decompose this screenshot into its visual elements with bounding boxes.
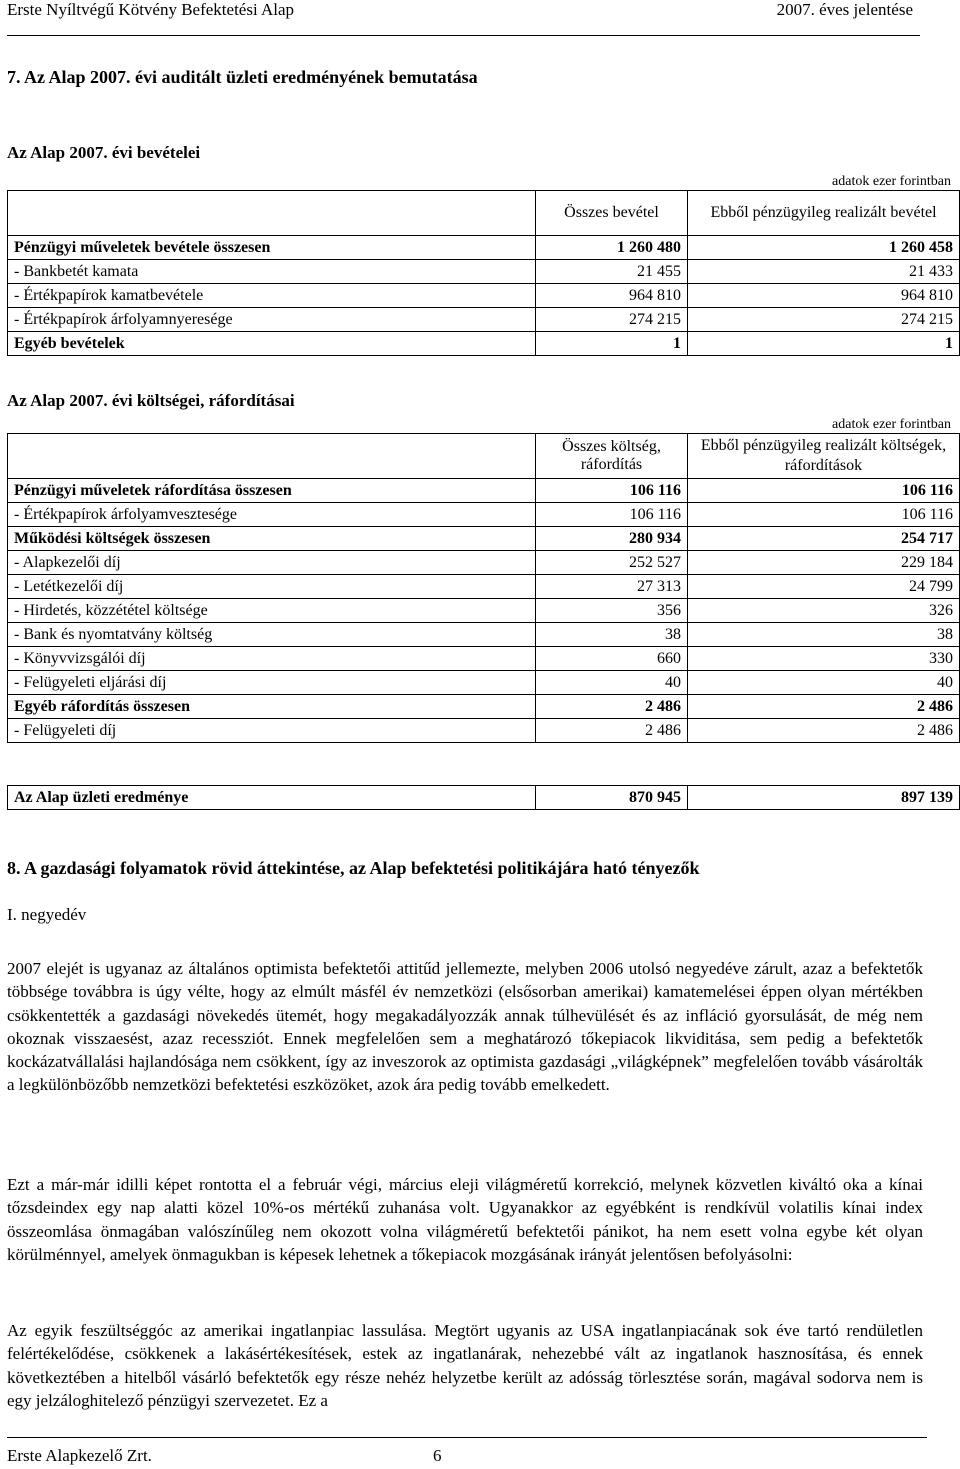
cost-label: Egyéb ráfordítás összesen [8, 695, 536, 719]
cost-label: Működési költségek összesen [8, 527, 536, 551]
cost-row [8, 647, 960, 671]
cost-row [8, 719, 960, 743]
income-row [8, 332, 960, 356]
cost-row [8, 575, 960, 599]
income-header-blank [8, 191, 536, 236]
income-label: Pénzügyi műveletek bevétele összesen [8, 236, 536, 260]
income-row [8, 236, 960, 260]
footer-divider [7, 1437, 927, 1438]
income-col-realized: Ebből pénzügyileg realizált bevétel [688, 191, 960, 236]
cost-total: 106 116 [536, 479, 688, 503]
footer-page-number: 6 [433, 1446, 442, 1465]
income-total: 274 215 [536, 308, 688, 332]
cost-label: - Könyvvizsgálói díj [8, 647, 536, 671]
cost-label: - Letétkezelői díj [8, 575, 536, 599]
header-report-title: 2007. éves jelentése [776, 0, 913, 19]
cost-row [8, 527, 960, 551]
section-7-title: 7. Az Alap 2007. évi auditált üzleti eredményének bemutatása [7, 67, 478, 87]
income-realized: 1 260 458 [688, 236, 960, 260]
cost-unit-note: adatok ezer forintban [832, 417, 951, 432]
income-realized: 964 810 [688, 284, 960, 308]
cost-label: - Felügyeleti díj [8, 719, 536, 743]
cost-row [8, 695, 960, 719]
quarter-label: I. negyedév [7, 905, 87, 924]
cost-realized: 38 [688, 623, 960, 647]
cost-row [8, 671, 960, 695]
section-8-title: 8. A gazdasági folyamatok rövid áttekintése, az Alap befektetési politikájára ható tényezők [7, 858, 700, 878]
cost-total: 40 [536, 671, 688, 695]
income-label: - Értékpapírok árfolyamnyeresége [8, 308, 536, 332]
cost-total: 2 486 [536, 695, 688, 719]
income-header-row [8, 191, 960, 236]
result-table [7, 785, 960, 810]
cost-header-blank [8, 434, 536, 479]
income-row [8, 284, 960, 308]
paragraph-1: 2007 elejét is ugyanaz az általános optimista befektetői attitűd jellemezte, melyben 2006 utolsó negyedéve zárult, azaz a befektetők többsége továbbra is úgy vélte, hogy az elmúlt másfél év nemzetközi (elsősorban amerikai) kamatemelései éppen olyan mértékben csökkentették a gazdasági növekedés ütemét, hogy megakadályozzák annak túlhevülését és az infláció gyorsulását, de még nem okoznak visszaesést, azaz recessziót. Ennek megfelelően sem a meghatározó tőkepiacok likviditása, sem pedig a befektetők kockázatvállalási hajlandósága nem csökkent, így az inveszorok az optimista gazdasági „világképnek” megfelelően tovább vásárolták a legkülönbözőbb nemzetközi befektetési eszközöket, azok ára pedig tovább emelkedett. [7, 959, 923, 1095]
income-title: Az Alap 2007. évi bevételei [7, 143, 201, 162]
cost-total: 38 [536, 623, 688, 647]
cost-row [8, 551, 960, 575]
cost-row [8, 599, 960, 623]
income-total: 1 [536, 332, 688, 356]
result-row [8, 786, 960, 810]
income-row [8, 260, 960, 284]
paragraph-2: Ezt a már-már idilli képet rontotta el a február végi, március eleji világméretű korrekció, melynek közvetlen kiváltó oka a kínai tőzsdeindex egy nap alatti közel 10%-os mértékű zuhanása volt. Ugyanakkor az egyébként is rendkívül volatilis kínai index összeomlása önmagában valószínűleg nem okozott volna világméretű befektetői pánikot, ha nem esett volna egybe két olyan körülménnyel, amelyek önmagukban is képesek lehetnek a tőkepiacok mozgásának irányát jelentősen befolyásolni: [7, 1175, 923, 1264]
cost-total: 106 116 [536, 503, 688, 527]
cost-realized: 2 486 [688, 719, 960, 743]
income-total: 21 455 [536, 260, 688, 284]
income-label: Egyéb bevételek [8, 332, 536, 356]
cost-total: 280 934 [536, 527, 688, 551]
result-realized: 897 139 [688, 786, 960, 810]
cost-realized: 106 116 [688, 479, 960, 503]
header-divider [7, 35, 920, 36]
income-unit-note: adatok ezer forintban [832, 174, 951, 189]
income-total: 964 810 [536, 284, 688, 308]
income-realized: 1 [688, 332, 960, 356]
income-table [7, 190, 960, 356]
income-realized: 274 215 [688, 308, 960, 332]
income-label: - Bankbetét kamata [8, 260, 536, 284]
cost-realized: 24 799 [688, 575, 960, 599]
cost-header-row [8, 434, 960, 479]
paragraph-3: Az egyik feszültséggóc az amerikai ingatlanpiac lassulása. Megtört ugyanis az USA ingatlanpiacának sok éve tartó rendületlen felértékelődése, csökkenek a lakásértékesítések, estek az ingatlanárak, nehezebbé vált az ingatlanok hasznosítása, és ennek következtében a hitelből vásárló befektetők egy része nehéz helyzetbe került az adósság törlesztése során, magával sodorva nem is egy jelzáloghitelező pénzügyi szervezetet. Ez a [7, 1321, 923, 1410]
cost-total: 252 527 [536, 551, 688, 575]
cost-label: - Alapkezelői díj [8, 551, 536, 575]
income-col-total: Összes bevétel [536, 191, 688, 236]
income-realized: 21 433 [688, 260, 960, 284]
income-total: 1 260 480 [536, 236, 688, 260]
cost-label: - Értékpapírok árfolyamvesztesége [8, 503, 536, 527]
cost-realized: 106 116 [688, 503, 960, 527]
cost-total: 356 [536, 599, 688, 623]
cost-col-total: Összes költség, ráfordítás [536, 434, 688, 479]
cost-col-realized: Ebből pénzügyileg realizált költségek, ráfordítások [688, 434, 960, 479]
result-label: Az Alap üzleti eredménye [8, 786, 536, 810]
cost-row [8, 503, 960, 527]
cost-label: - Hirdetés, közzététel költsége [8, 599, 536, 623]
cost-table [7, 433, 960, 743]
cost-realized: 254 717 [688, 527, 960, 551]
header-fund-name: Erste Nyíltvégű Kötvény Befektetési Alap [7, 0, 295, 19]
result-total: 870 945 [536, 786, 688, 810]
footer-company: Erste Alapkezelő Zrt. [7, 1446, 152, 1465]
cost-realized: 40 [688, 671, 960, 695]
income-row [8, 308, 960, 332]
cost-row [8, 623, 960, 647]
cost-total: 660 [536, 647, 688, 671]
cost-title: Az Alap 2007. évi költségei, ráfordításai [7, 391, 295, 410]
page-header [7, 0, 925, 26]
cost-label: Pénzügyi műveletek ráfordítása összesen [8, 479, 536, 503]
cost-label: - Bank és nyomtatvány költség [8, 623, 536, 647]
cost-realized: 229 184 [688, 551, 960, 575]
cost-realized: 2 486 [688, 695, 960, 719]
cost-total: 2 486 [536, 719, 688, 743]
cost-total: 27 313 [536, 575, 688, 599]
cost-row [8, 479, 960, 503]
income-label: - Értékpapírok kamatbevétele [8, 284, 536, 308]
cost-label: - Felügyeleti eljárási díj [8, 671, 536, 695]
cost-realized: 326 [688, 599, 960, 623]
cost-realized: 330 [688, 647, 960, 671]
